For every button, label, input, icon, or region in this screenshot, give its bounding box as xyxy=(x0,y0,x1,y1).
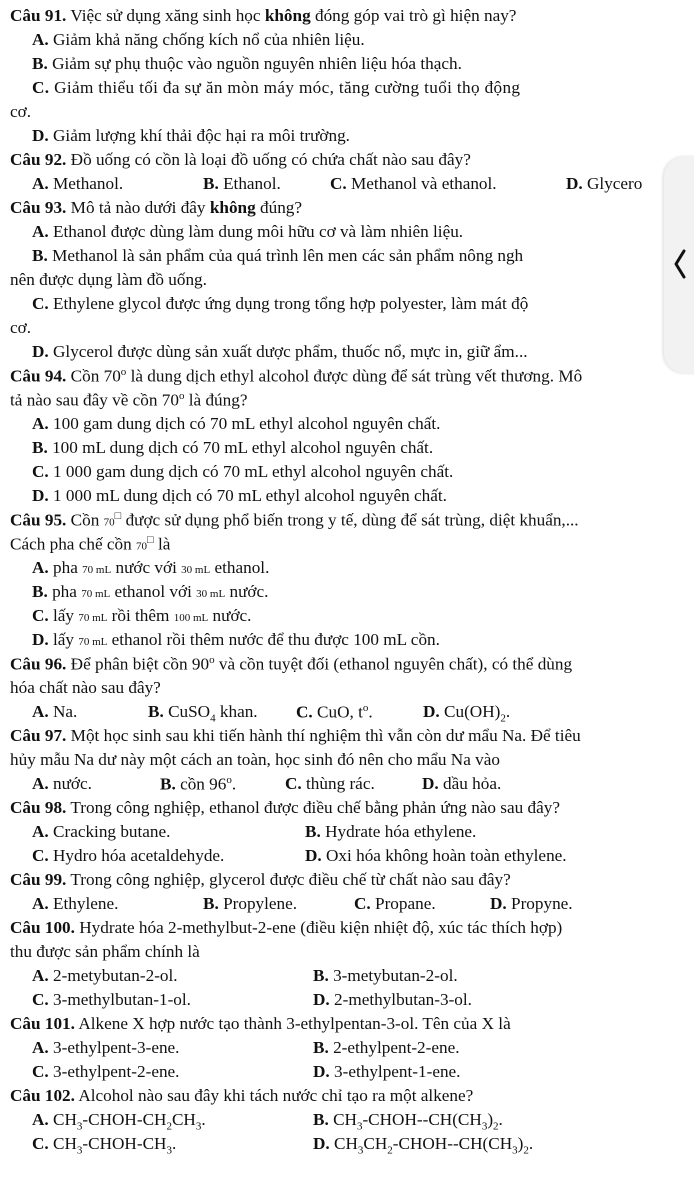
question-94-stem: Câu 94. Cồn 70$^o$ là dung dịch ethyl alcohol được dùng để sát trùng vết thương. Mô xyxy=(10,366,583,386)
side-panel-toggle[interactable] xyxy=(664,157,694,373)
option-a: A. Ethanol được dùng làm dung môi hữu cơ và làm nhiên liệu. xyxy=(32,222,464,241)
option-c-wrap: cơ. xyxy=(10,318,32,337)
option-c: C. 3-ethylpent-2-ene. xyxy=(32,1062,180,1081)
option-c: C. 3-methylbutan-1-ol. xyxy=(32,990,191,1009)
option-d: D. 3-ethylpent-1-ene. xyxy=(313,1062,461,1081)
option-d: D. dầu hỏa. xyxy=(422,774,502,793)
option-d: D. $Cu(OH)_2$. xyxy=(423,702,511,725)
option-b: B. $CH_3-CHOH--CH(CH_3)_2$. xyxy=(313,1110,503,1133)
question-100-stem: Câu 100. Hydrate hóa 2-methylbut-2-ene (điều kiện nhiệt độ, xúc tác thích hợp) xyxy=(10,918,563,937)
option-d: D. Giảm lượng khí thải độc hại ra môi trường. xyxy=(32,126,350,145)
option-c: C. Hydro hóa acetaldehyde. xyxy=(32,846,225,865)
option-a: A. Cracking butane. xyxy=(32,822,171,841)
option-d: D. 1 000 mL dung dịch có 70 mL ethyl alcohol nguyên chất. xyxy=(32,486,447,505)
question-91-stem: Câu 91. Việc sử dụng xăng sinh học không đóng góp vai trò gì hiện nay? xyxy=(10,6,517,25)
option-c-wrap: cơ. xyxy=(10,102,32,121)
option-a: A. Giảm khả năng chống kích nổ của nhiên liệu. xyxy=(32,30,365,49)
option-d: D. lấy 70 mL ethanol rồi thêm nước để thu được 100 mL cồn. xyxy=(32,630,440,649)
option-b-wrap: nên được dụng làm đồ uống. xyxy=(10,270,207,289)
option-a: A. 100 gam dung dịch có 70 mL ethyl alcohol nguyên chất. xyxy=(32,414,441,433)
question-99-stem: Câu 99. Trong công nghiệp, glycerol được điều chế từ chất nào sau đây? xyxy=(10,870,511,889)
question-96-stem: Câu 96. Để phân biệt cồn 90$^o$ và cồn tuyệt đối (ethanol nguyên chất), có thể dùng xyxy=(10,654,573,674)
chevron-left-icon xyxy=(672,249,688,279)
option-c: C. Methanol và ethanol. xyxy=(330,174,497,193)
question-102-stem: Câu 102. Alcohol nào sau đây khi tách nước chỉ tạo ra một alkene? xyxy=(10,1086,474,1105)
question-101-stem: Câu 101. Alkene X hợp nước tạo thành 3-ethylpentan-3-ol. Tên của X là xyxy=(10,1014,511,1033)
option-a: A. Na. xyxy=(32,702,78,721)
question-95-wrap: Cách pha chế cồn 70□ là xyxy=(10,534,171,554)
question-94-wrap: tả nào sau đây về cồn 70$^o$ là đúng? xyxy=(10,390,248,410)
option-b: B. Giảm sự phụ thuộc vào nguồn nguyên nhiên liệu hóa thạch. xyxy=(32,54,462,73)
option-b: B. cồn 96$^o$. xyxy=(160,774,237,794)
option-c: C. thùng rác. xyxy=(285,774,375,793)
option-d: D. 2-methylbutan-3-ol. xyxy=(313,990,472,1009)
question-97-wrap: hủy mẫu Na dư này một cách an toàn, học sinh đó nên cho mẩu Na vào xyxy=(10,750,500,769)
option-d: D. Oxi hóa không hoàn toàn ethylene. xyxy=(305,846,567,865)
option-a: A. nước. xyxy=(32,774,92,793)
option-c: C. $CH_3-CHOH-CH_3$. xyxy=(32,1134,177,1157)
option-b: B. 100 mL dung dịch có 70 mL ethyl alcohol nguyên chất. xyxy=(32,438,434,457)
option-c: C. Ethylene glycol được ứng dụng trong tổng hợp polyester, làm mát độ xyxy=(32,294,529,313)
option-a: A. $CH_3-CHOH-CH_2CH_3$. xyxy=(32,1110,206,1133)
option-a: A. Ethylene. xyxy=(32,894,119,913)
option-d: D. $CH_3CH_2-CHOH--CH(CH_3)_2$. xyxy=(313,1134,534,1157)
option-a: A. 2-metybutan-2-ol. xyxy=(32,966,178,985)
option-c: C. 1 000 gam dung dịch có 70 mL ethyl alcohol nguyên chất. xyxy=(32,462,454,481)
option-b: B. Ethanol. xyxy=(203,174,281,193)
option-b: B. CuSO$_4$ khan. xyxy=(148,702,258,725)
option-b: B. Hydrate hóa ethylene. xyxy=(305,822,477,841)
option-c: C. lấy 70 mL rồi thêm 100 mL nước. xyxy=(32,606,252,625)
option-d: D. Glycerol được dùng sản xuất dược phẩm, thuốc nổ, mực in, giữ ẩm... xyxy=(32,342,528,361)
option-c: C. Propane. xyxy=(354,894,436,913)
question-95-stem: Câu 95. Cồn 70□ được sử dụng phổ biến trong y tế, dùng để sát trùng, diệt khuẩn,... xyxy=(10,510,579,530)
option-b: B. pha 70 mL ethanol với 30 mL nước. xyxy=(32,582,269,601)
option-d: D. Glycero xyxy=(566,174,643,193)
question-92-stem: Câu 92. Đồ uống có cồn là loại đồ uống có chứa chất nào sau đây? xyxy=(10,150,471,169)
option-a: A. Methanol. xyxy=(32,174,124,193)
option-b: B. Methanol là sản phẩm của quá trình lên men các sản phẩm nông ngh xyxy=(32,246,524,265)
question-100-wrap: thu được sản phẩm chính là xyxy=(10,942,200,961)
option-c: C. CuO, $t^o$. xyxy=(296,702,373,722)
option-c: C. Giảm thiểu tối đa sự ăn mòn máy móc, tăng cường tuổi thọ động xyxy=(32,78,521,97)
question-93-stem: Câu 93. Mô tả nào dưới đây không đúng? xyxy=(10,198,303,217)
option-b: B. 2-ethylpent-2-ene. xyxy=(313,1038,460,1057)
question-97-stem: Câu 97. Một học sinh sau khi tiến hành thí nghiệm thì vẫn còn dư mẩu Na. Để tiêu xyxy=(10,726,581,745)
option-a: A. pha 70 mL nước với 30 mL ethanol. xyxy=(32,558,270,577)
option-b: B. 3-metybutan-2-ol. xyxy=(313,966,458,985)
question-96-wrap: hóa chất nào sau đây? xyxy=(10,678,161,697)
option-a: A. 3-ethylpent-3-ene. xyxy=(32,1038,180,1057)
question-98-stem: Câu 98. Trong công nghiệp, ethanol được điều chế bằng phản ứng nào sau đây? xyxy=(10,798,560,817)
option-d: D. Propyne. xyxy=(490,894,573,913)
option-b: B. Propylene. xyxy=(203,894,298,913)
